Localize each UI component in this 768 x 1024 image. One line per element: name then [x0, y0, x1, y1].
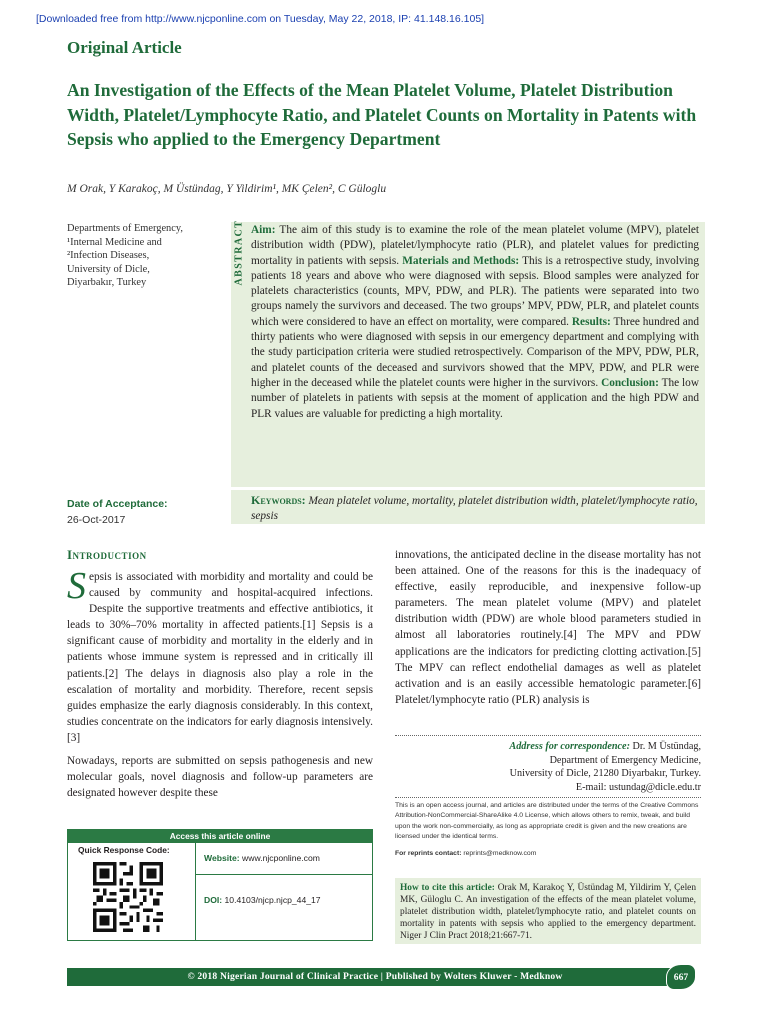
doi-label: DOI:	[204, 895, 223, 905]
acceptance-label: Date of Acceptance:	[67, 498, 168, 510]
qr-code-icon[interactable]	[93, 861, 163, 933]
access-header: Access this article online	[68, 830, 372, 843]
acceptance-date: 26-Oct-2017	[67, 514, 126, 526]
download-note: [Downloaded free from http://www.njcponline.com on Tuesday, May 22, 2018, IP: 41.148.16.105]	[36, 13, 485, 25]
citation-label: How to cite this article:	[400, 883, 495, 893]
license-text: This is an open access journal, and articles are distributed under the terms of the Creative Commons Attribution-NonCommercial-ShareAlike 4.0 License, which allows others to remix, tweak, and build upon the work non-commercially, as long as appropriate credit is given and the new creations are licensed under the identical terms.	[395, 802, 699, 841]
abstract-box	[231, 219, 705, 487]
abstract-side-tab	[231, 219, 249, 294]
aim-text: The aim of this study is to examine the role of the mean platelet volume (MPV), platelet distribution width (PDW), platelet/lymphocyte ratio (PLR), and platelet values for predicting mortality in patients with sepsis.	[251, 224, 699, 267]
author-list: M Orak, Y Karakoç, M Üstündag, Y Yildirim¹, MK Çelen², C Güloglu	[67, 183, 387, 195]
reprint-email[interactable]: reprints@medknow.com	[463, 849, 537, 857]
introduction-heading: Introduction	[67, 547, 147, 562]
intro-paragraph-2: Nowadays, reports are submitted on sepsis pathogenesis and new molecular goals, novel diagnosis and follow-up parameters are designated however despite these	[67, 755, 373, 800]
keywords-box	[231, 490, 705, 524]
aim-label: Aim:	[251, 224, 276, 236]
affiliation-line: ¹Internal Medicine and	[67, 236, 162, 248]
abstract-text	[251, 223, 699, 422]
conclusion-text: The low number of platelets in patients with sepsis at the moment of application and the high PDW and PLR values are valuable for predicting a high mortality.	[251, 376, 699, 420]
doi-row	[196, 875, 372, 905]
correspondence	[395, 735, 701, 794]
access-online-box	[67, 829, 373, 941]
article-title: An Investigation of the Effects of the Mean Platelet Volume, Platelet Distribution Width, Platelet/Lymphocyte Ratio, and Platelet Counts on Mortality in Patents with Sepsis who applied to the Emergency Department	[67, 80, 697, 149]
affiliation-line: University of Dicle,	[67, 263, 150, 275]
intro-paragraph-1	[67, 565, 373, 746]
results-label: Results:	[571, 315, 611, 328]
body-right-column: innovations, the anticipated decline in the disease mortality has not been attained. One of the reasons for this is the inadequacy of effective, easily reproducible, and inexpensive follow-up parameters. The mean platelet volume (MPV) and platelet distribution width (PDW) are whole blood parameters studied in almost all laboratories routinely.[4] The MPV and PDW applications are the indicators for predicting clotting activation.[5] The MPV can reflect endothelial damages as well as platelet activation and is an easily accessible hematologic parameter.[6] Platelet/lymphocyte ratio (PLR) analysis is	[395, 549, 701, 706]
qr-label: Quick Response Code:	[78, 845, 170, 855]
doi-link[interactable]: 10.4103/njcp.njcp_44_17	[224, 895, 321, 905]
drop-cap: S	[67, 565, 86, 607]
reprint-contact	[395, 849, 701, 859]
correspondence-line: University of Dicle, 21280 Diyarbakır, Turkey.	[509, 768, 701, 779]
page-number: 667	[666, 964, 696, 990]
intro-paragraph-1-text: epsis is associated with morbidity and mortality and could be caused by community and hospital-acquired infections. Despite the supportive treatments and effective antibiotics, it leads to 30%–70% mortality in affected patients.[1] Sepsis is a significant cause of morbidity and mortality in the elderly and in patients whose immune system is repressed and in critically ill patients.[2] The delays in diagnosis also play a role in the escalation of mortality and morbidity. Therefore, recent sepsis guides emphasize the early diagnosis considerably. In this context, studies concentrate on the indicators for early diagnosis intensively.[3]	[67, 571, 373, 744]
methods-text: This is a retrospective study, involving patients 18 years and above who were diagnosed with sepsis. Blood samples were analyzed for platelets characteristics (counts, MPV, PDW, and PLR). The patients were separated into two groups namely the survivors and deceased. The two groups’ MPV, PDW, PLR, and platelet counts which were considered to have an effect on mortality, were compared.	[251, 254, 699, 328]
keywords-text: Mean platelet volume, mortality, platelet distribution width, platelet/lymphocyte ratio, sepsis	[251, 495, 698, 522]
correspondence-email[interactable]: E-mail: ustundag@dicle.edu.tr	[575, 781, 701, 793]
affiliation-line: Diyarbakır, Turkey	[67, 277, 147, 288]
results-text: Three hundred and thirty patients who were diagnosed with sepsis in our emergency department and complying with the study participation criteria were studied retrospectively. Comparison of the MPV, PDW, PLR, and platelet counts of the deceased and survivors showed that the MPV, PDW, and PLR were higher in the deceased while the platelet counts were higher in the survivors.	[251, 315, 700, 389]
body-left-column	[67, 565, 373, 808]
keywords-label: Keywords:	[251, 493, 306, 507]
citation-box	[395, 878, 701, 944]
footer-bar: © 2018 Nigerian Journal of Clinical Practice | Published by Wolters Kluwer - Medknow	[67, 968, 683, 986]
methods-label: Materials and Methods:	[402, 254, 520, 267]
affiliation-line: Departments of Emergency,	[67, 223, 183, 234]
access-details	[196, 843, 372, 940]
article-type: Original Article	[67, 38, 182, 57]
keywords	[251, 493, 701, 523]
license-notice	[395, 797, 701, 859]
affiliation-line: ²Infection Diseases,	[67, 250, 150, 261]
affiliations	[67, 222, 232, 290]
reprint-label: For reprints contact:	[395, 849, 462, 857]
conclusion-label: Conclusion:	[601, 376, 659, 389]
correspondence-label: Address for correspondence:	[509, 741, 630, 752]
citation-text: Orak M, Karakoç Y, Üstündag M, Yildirim Y, Çelen MK, Güloglu C. An investigation of the effects of the mean platelet volume, platelet distribution width, platelet/lymphocyte ratio, and platelet counts on mortality in patents with sepsis who applied to the emergency department. Niger J Clin Pract 2018;21:667-71.	[400, 883, 697, 941]
qr-panel	[68, 843, 196, 940]
website-row	[196, 843, 372, 875]
abstract-label: ABSTRACT	[233, 219, 245, 286]
website-label: Website:	[204, 853, 240, 863]
website-link[interactable]: www.njcponline.com	[242, 853, 320, 863]
correspondence-line: Department of Emergency Medicine,	[549, 754, 701, 766]
correspondence-name: Dr. M Üstündag,	[632, 741, 701, 752]
